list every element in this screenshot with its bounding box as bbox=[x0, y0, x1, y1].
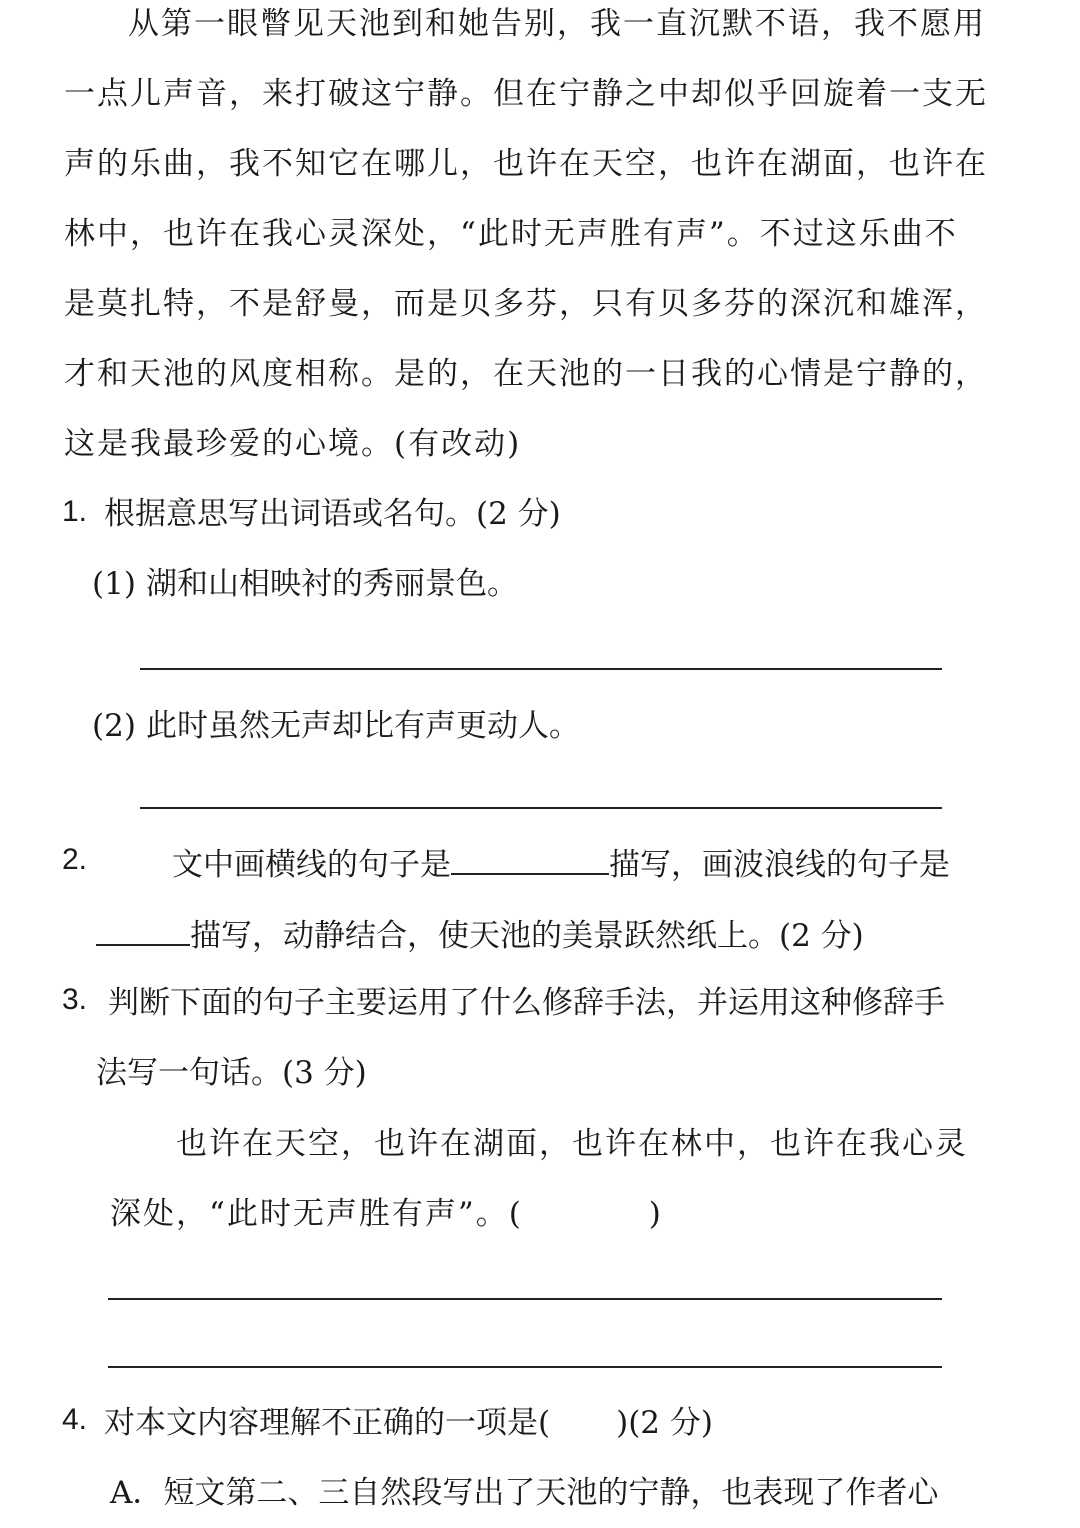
passage-line: 林中，也许在我心灵深处，“此时无声胜有声”。不过这乐曲不 bbox=[64, 216, 958, 252]
question-text-part: 描写，画波浪线的句子是 bbox=[609, 847, 950, 883]
quoted-sentence bbox=[110, 1194, 663, 1234]
question-text: 判断下面的句子主要运用了什么修辞手法，并运用这种修辞手 bbox=[108, 985, 945, 1021]
quoted-sentence-part: ) bbox=[648, 1196, 663, 1232]
question-text bbox=[104, 1403, 713, 1443]
answer-line[interactable] bbox=[140, 807, 942, 809]
question-text: 法写一句话。(3 分) bbox=[96, 1055, 367, 1091]
passage-line: 从第一眼瞥见天池到和她告别，我一直沉默不语，我不愿用 bbox=[128, 6, 986, 42]
passage-line: 一点儿声音，来打破这宁静。但在宁静之中却似乎回旋着一支无 bbox=[64, 76, 988, 112]
question-text-part: 文中画横线的句子是 bbox=[172, 847, 451, 883]
question-number: 2. bbox=[62, 843, 88, 876]
quoted-sentence: 也许在天空，也许在湖面，也许在林中，也许在我心灵 bbox=[176, 1126, 968, 1162]
answer-line[interactable] bbox=[108, 1298, 942, 1300]
question-number: 1. bbox=[62, 495, 88, 528]
question-text-part: 对本文内容理解不正确的一项是( bbox=[104, 1405, 551, 1441]
question-text bbox=[172, 843, 950, 885]
subquestion-text: 湖和山相映衬的秀丽景色。 bbox=[146, 566, 518, 602]
question-text bbox=[96, 914, 864, 956]
answer-line[interactable] bbox=[140, 668, 942, 670]
subquestion-label: (2) bbox=[92, 708, 136, 744]
question-text-part: )(2 分) bbox=[616, 1405, 713, 1441]
quoted-sentence-part: 深处，“此时无声胜有声”。( bbox=[110, 1196, 523, 1232]
subquestion-text: 此时虽然无声却比有声更动人。 bbox=[146, 708, 580, 744]
fill-blank[interactable] bbox=[451, 843, 609, 875]
question-text: 根据意思写出词语或名句。(2 分) bbox=[104, 496, 561, 532]
subquestion-label: (1) bbox=[92, 566, 136, 602]
passage-line: 是莫扎特，不是舒曼，而是贝多芬，只有贝多芬的深沉和雄浑， bbox=[64, 286, 988, 322]
question-text-part: 描写，动静结合，使天池的美景跃然纸上。(2 分) bbox=[190, 918, 864, 954]
answer-line[interactable] bbox=[108, 1366, 942, 1368]
question-number: 4. bbox=[62, 1403, 88, 1436]
passage-line: 这是我最珍爱的心境。(有改动) bbox=[64, 426, 522, 462]
passage-line: 声的乐曲，我不知它在哪儿，也许在天空，也许在湖面，也许在 bbox=[64, 146, 988, 182]
question-number: 3. bbox=[62, 983, 88, 1016]
fill-blank[interactable] bbox=[96, 914, 190, 946]
passage-line: 才和天池的风度相称。是的，在天池的一日我的心情是宁静的， bbox=[64, 356, 988, 392]
option-a[interactable]: A．短文第二、三自然段写出了天池的宁静，也表现了作者心 bbox=[110, 1475, 939, 1511]
